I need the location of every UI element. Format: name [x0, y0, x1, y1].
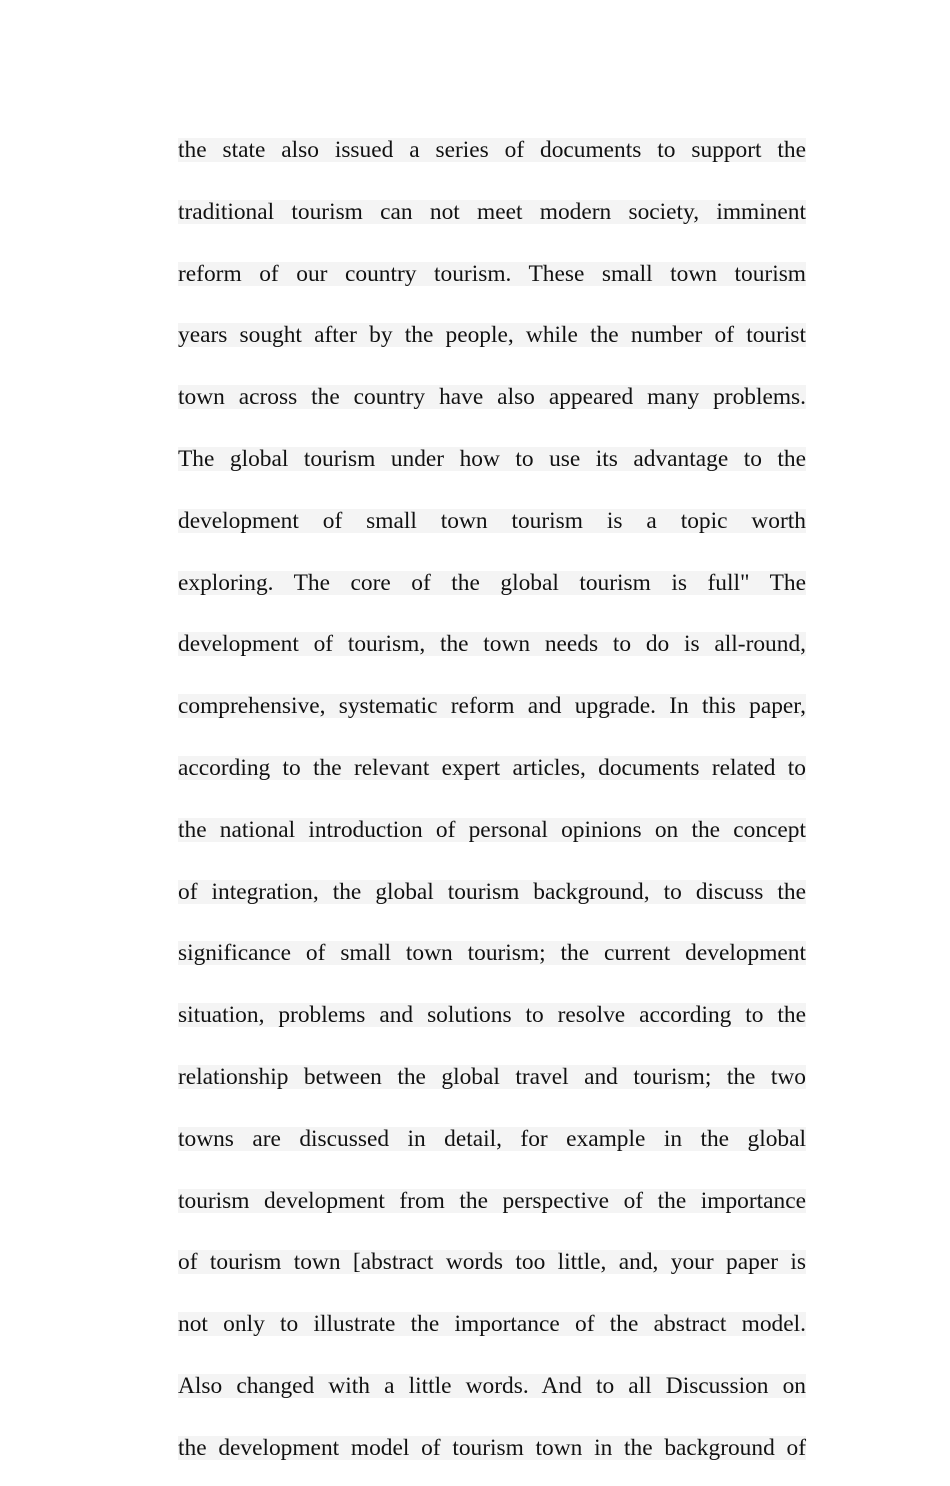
text-line-content: significance of small town tourism; the current development	[178, 940, 806, 967]
text-line-content: situation, problems and solutions to resolve according to the	[178, 1002, 806, 1029]
text-line	[178, 1250, 806, 1300]
text-line	[178, 1436, 806, 1486]
text-line-content: exploring. The core of the global tourism is full" The	[178, 569, 806, 596]
text-line	[178, 1312, 806, 1362]
text-line-content: development of tourism, the town needs to do is all-round,	[178, 631, 806, 658]
text-line-content: development of small town tourism is a topic worth	[178, 507, 806, 534]
text-line-content: years sought after by the people, while the number of tourist	[178, 322, 806, 349]
text-line-content: traditional tourism can not meet modern society, imminent	[178, 198, 806, 225]
text-line-content: relationship between the global travel and tourism; the two	[178, 1063, 806, 1090]
text-line	[178, 880, 806, 930]
text-line	[178, 447, 806, 497]
text-line-content: comprehensive, systematic reform and upgrade. In this paper,	[178, 693, 806, 720]
text-line	[178, 941, 806, 991]
text-line-content: the development model of tourism town in the background of	[178, 1434, 806, 1461]
text-line-content: of tourism town [abstract words too little, and, your paper is	[178, 1249, 806, 1276]
text-line	[178, 756, 806, 806]
text-line-content: towns are discussed in detail, for example in the global	[178, 1125, 806, 1152]
text-line	[178, 1374, 806, 1424]
text-line	[178, 694, 806, 744]
text-line	[178, 138, 806, 188]
text-line	[178, 1065, 806, 1115]
text-line	[178, 509, 806, 559]
text-line	[178, 323, 806, 373]
text-line	[178, 1003, 806, 1053]
text-line	[178, 262, 806, 312]
text-line	[178, 1127, 806, 1177]
text-line-content: tourism development from the perspective of the importance	[178, 1187, 806, 1214]
text-line	[178, 385, 806, 435]
text-line-content: the state also issued a series of documents to support the	[178, 137, 806, 163]
text-line-content: reform of our country tourism. These small town tourism	[178, 260, 806, 287]
text-line-content: The global tourism under how to use its advantage to the	[178, 445, 806, 472]
text-line-content: Also changed with a little words. And to all Discussion on	[178, 1372, 806, 1399]
text-line-content: according to the relevant expert articles, documents related to	[178, 754, 806, 781]
text-line-content: of integration, the global tourism background, to discuss the	[178, 878, 806, 905]
text-line	[178, 632, 806, 682]
text-line	[178, 200, 806, 250]
text-line-content: the national introduction of personal opinions on the concept	[178, 816, 806, 843]
text-line	[178, 1189, 806, 1239]
text-line	[178, 571, 806, 621]
text-line	[178, 818, 806, 868]
text-line-content: not only to illustrate the importance of the abstract model.	[178, 1311, 806, 1338]
text-line-content: town across the country have also appeared many problems.	[178, 384, 806, 411]
body-paragraph	[178, 126, 806, 1486]
